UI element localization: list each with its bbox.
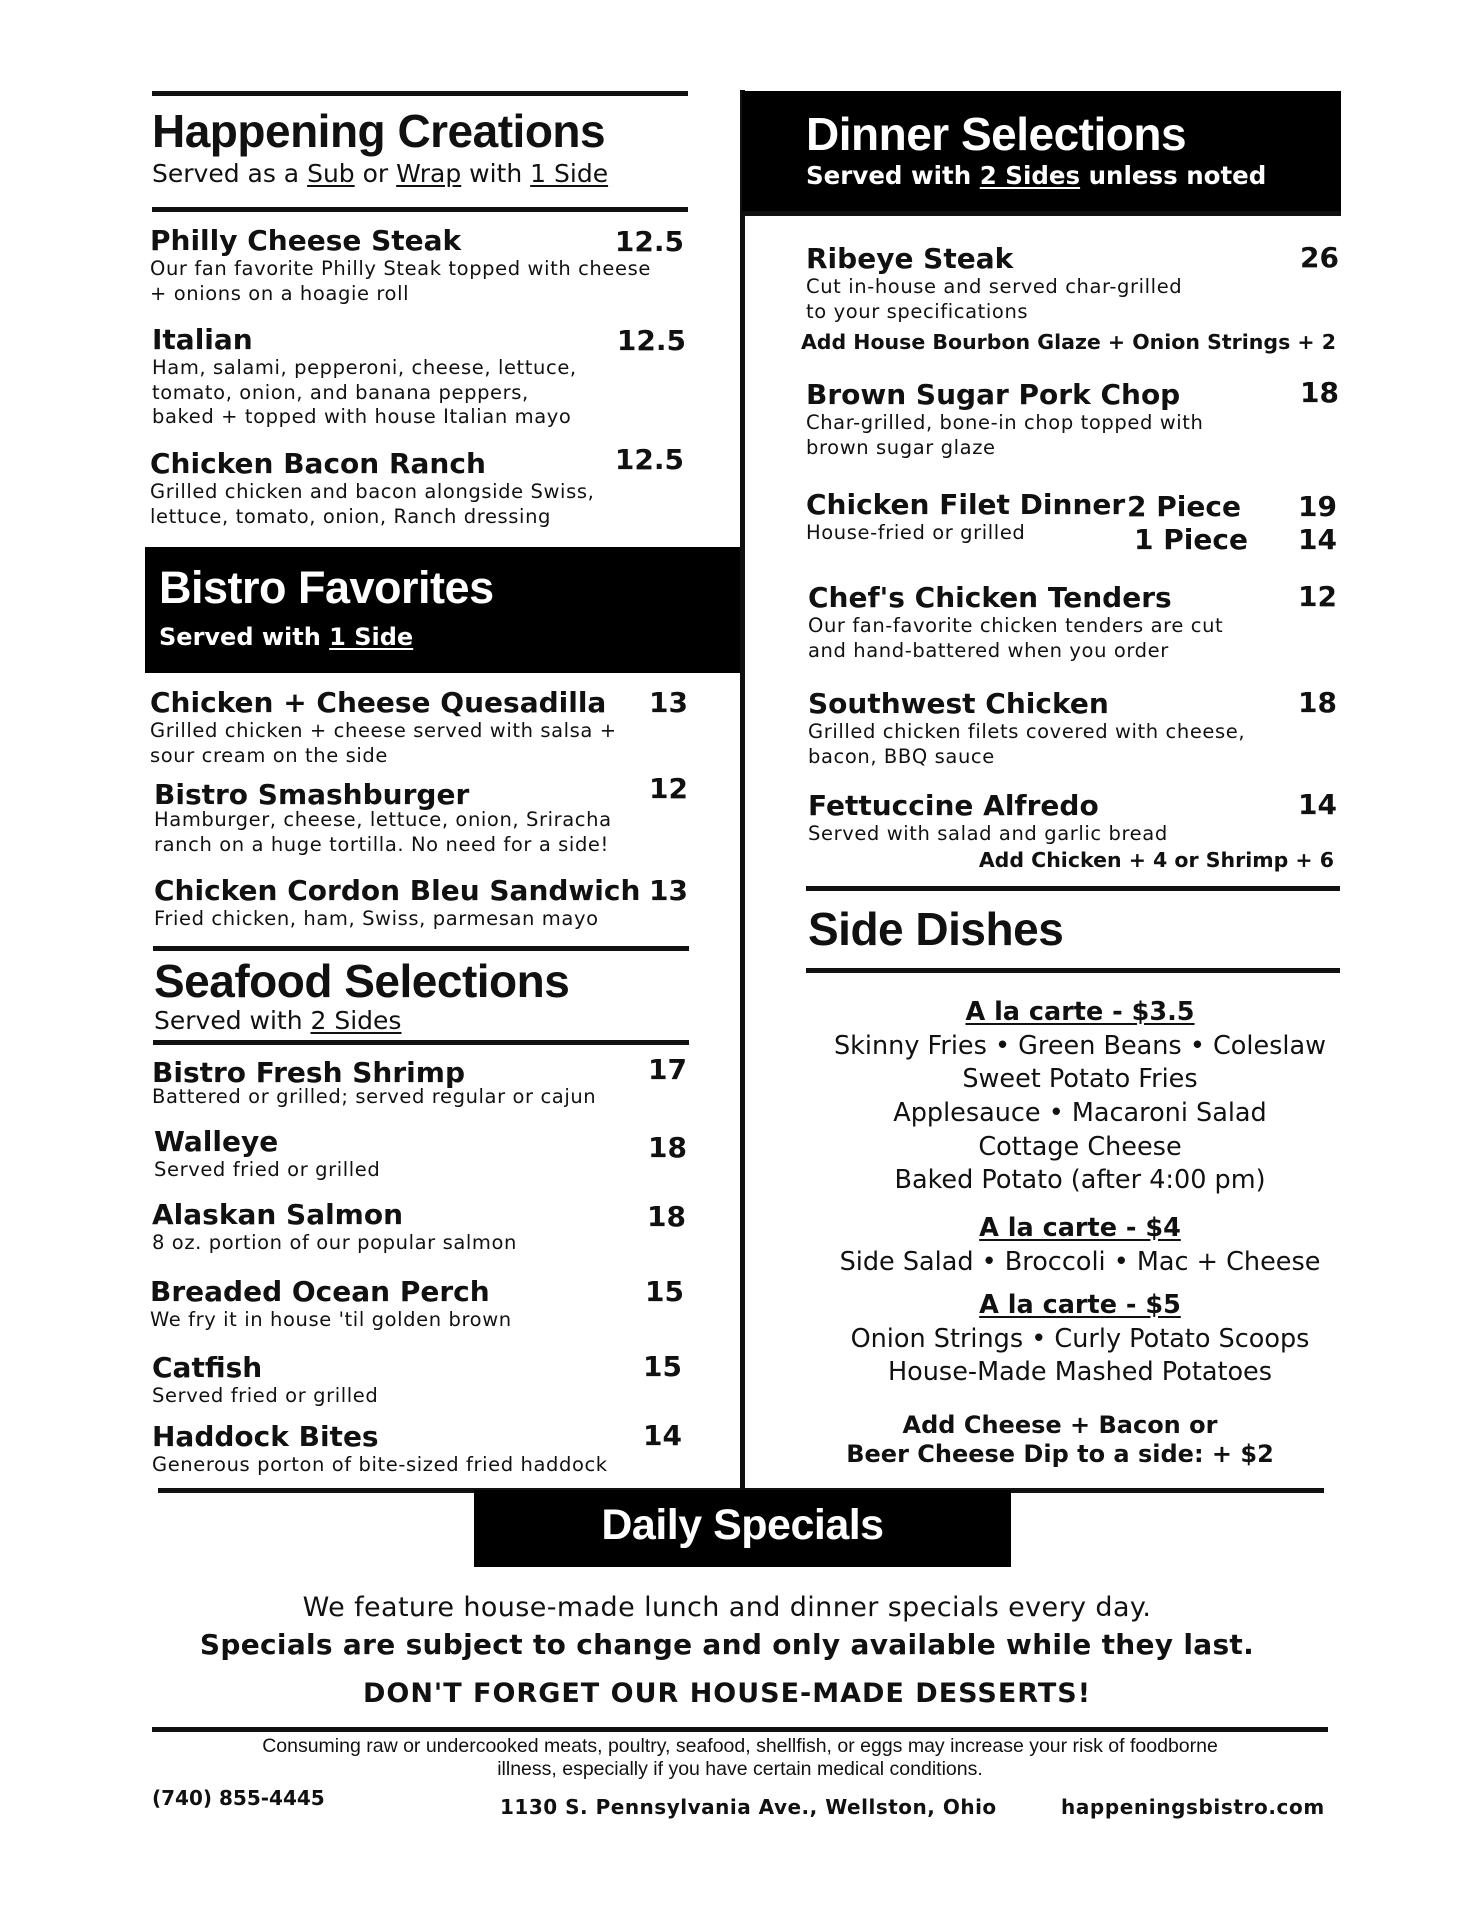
item-name: Chicken Cordon Bleu Sandwich xyxy=(154,874,641,907)
sides-top-rule xyxy=(806,886,1340,891)
item-description: Battered or grilled; served regular or cajun xyxy=(152,1085,597,1109)
menu-item xyxy=(806,244,1306,324)
happening-bottom-rule xyxy=(152,207,688,212)
sides-group-3 xyxy=(800,1289,1360,1390)
item-name: Ribeye Steak xyxy=(806,242,1014,275)
item-description: Served fried or grilled xyxy=(152,1384,379,1408)
item-option: 1 Piece xyxy=(1134,523,1248,556)
specials-line-1: We feature house-made lunch and dinner specials every day. xyxy=(302,1592,1152,1623)
dinner-subtitle: Served with 2 Sides unless noted xyxy=(806,161,1267,190)
item-price: 18 xyxy=(647,1200,686,1233)
seafood-title: Seafood Selections xyxy=(154,955,570,1007)
dinner-header xyxy=(742,91,1341,213)
happening-title: Happening Creations xyxy=(152,105,606,157)
item-name: Fettuccine Alfredo xyxy=(808,789,1099,822)
sides-group-header: A la carte - $5 xyxy=(979,1290,1181,1320)
menu-item xyxy=(808,583,1328,663)
happening-top-rule xyxy=(152,91,688,96)
specials-title: Daily Specials xyxy=(601,1501,884,1549)
sides-group-1 xyxy=(800,996,1360,1198)
item-price: 18 xyxy=(1300,376,1339,409)
happening-subtitle: Served as a Sub or Wrap with 1 Side xyxy=(152,159,609,188)
item-description: Generous porton of bite-sized fried haddock xyxy=(152,1453,608,1477)
bistro-title: Bistro Favorites xyxy=(159,562,494,613)
item-name: Catfish xyxy=(152,1351,263,1384)
bistro-header xyxy=(145,547,742,673)
item-price: 15 xyxy=(645,1275,684,1308)
item-name: Bistro Fresh Shrimp xyxy=(152,1056,465,1089)
item-description: Grilled chicken and bacon alongside Swiss, lettuce, tomato, onion, Ranch dressing xyxy=(150,480,595,528)
item-price: 19 xyxy=(1298,490,1337,523)
desserts-callout: DON'T FORGET OUR HOUSE-MADE DESSERTS! xyxy=(362,1678,1092,1709)
item-description: 8 oz. portion of our popular salmon xyxy=(152,1231,517,1255)
item-price: 15 xyxy=(643,1350,682,1383)
item-price: 12 xyxy=(1298,580,1337,613)
sides-group-2 xyxy=(800,1212,1360,1279)
sides-line: Onion Strings • Curly Potato Scoops xyxy=(850,1323,1310,1354)
item-name: Haddock Bites xyxy=(152,1420,379,1453)
item-description: Served fried or grilled xyxy=(154,1158,381,1182)
sides-line: Cottage Cheese xyxy=(978,1131,1182,1162)
sides-line: Skinny Fries • Green Beans • Coleslaw xyxy=(833,1030,1327,1061)
sides-addon: Add Cheese + Bacon or Beer Cheese Dip to a side: + $2 xyxy=(846,1411,1274,1468)
footer-rule xyxy=(152,1727,1328,1732)
item-price: 14 xyxy=(1298,523,1337,556)
website: happeningsbistro.com xyxy=(1061,1795,1325,1819)
seafood-top-rule xyxy=(153,946,689,951)
item-name: Brown Sugar Pork Chop xyxy=(806,378,1181,411)
happening-header xyxy=(152,105,712,188)
sides-group-header: A la carte - $4 xyxy=(979,1213,1181,1243)
menu-item xyxy=(806,380,1306,460)
item-name: Alaskan Salmon xyxy=(152,1198,404,1231)
column-divider xyxy=(740,90,745,1490)
item-description: House-fried or grilled xyxy=(806,521,1026,545)
menu-item xyxy=(150,688,730,768)
item-description: Our fan favorite Philly Steak topped with cheese + onions on a hoagie roll xyxy=(150,257,651,305)
item-name: Southwest Chicken xyxy=(808,687,1109,720)
item-price: 12.5 xyxy=(614,225,684,258)
item-name: Chicken + Cheese Quesadilla xyxy=(150,686,607,719)
menu-item xyxy=(808,791,1328,847)
sides-bottom-rule xyxy=(806,968,1340,973)
phone-number: (740) 855-4445 xyxy=(152,1786,325,1810)
menu-item xyxy=(808,689,1328,769)
item-price: 12.5 xyxy=(614,443,684,476)
item-name: Bistro Smashburger xyxy=(154,778,470,811)
item-description: Cut in-house and served char-grilled to your specifications xyxy=(806,275,1183,323)
item-price: 14 xyxy=(1298,788,1337,821)
item-description: Fried chicken, ham, Swiss, parmesan mayo xyxy=(154,907,599,931)
menu-item xyxy=(150,1277,730,1333)
sides-line: Sweet Potato Fries xyxy=(962,1064,1198,1095)
sides-line: Applesauce • Macaroni Salad xyxy=(893,1097,1267,1128)
dinner-title: Dinner Selections xyxy=(806,108,1187,160)
item-addon: Add House Bourbon Glaze + Onion Strings + 2 xyxy=(800,330,1336,354)
item-description: Grilled chicken filets covered with cheese, bacon, BBQ sauce xyxy=(808,720,1246,768)
sides-line: Baked Potato (after 4:00 pm) xyxy=(894,1165,1266,1196)
sides-title: Side Dishes xyxy=(808,903,1064,955)
seafood-header xyxy=(154,955,714,1035)
specials-line-2: Specials are subject to change and only available while they last. xyxy=(199,1628,1255,1661)
seafood-bottom-rule xyxy=(153,1040,689,1045)
item-name: Italian xyxy=(152,323,253,356)
item-description: We fry it in house 'til golden brown xyxy=(150,1308,512,1332)
item-description: Ham, salami, pepperoni, cheese, lettuce, tomato, onion, and banana peppers, baked + topped with house Italian mayo xyxy=(152,356,577,429)
item-addon: Add Chicken + 4 or Shrimp + 6 xyxy=(978,848,1334,872)
bistro-subtitle: Served with 1 Side xyxy=(159,623,414,651)
item-price: 13 xyxy=(649,874,688,907)
item-name: Chef's Chicken Tenders xyxy=(808,581,1172,614)
dinner-bottom-rule xyxy=(742,211,1341,216)
item-description: Our fan-favorite chicken tenders are cut and hand-battered when you order xyxy=(808,614,1224,662)
item-name: Chicken Bacon Ranch xyxy=(150,447,486,480)
disclaimer: Consuming raw or undercooked meats, poultry, seafood, shellfish, or eggs may increase your risk of foodborne illness, especially if you have certain medical conditions. xyxy=(262,1735,1218,1781)
seafood-subtitle: Served with 2 Sides xyxy=(154,1006,402,1035)
item-name: Breaded Ocean Perch xyxy=(150,1275,490,1308)
item-price: 14 xyxy=(643,1419,682,1452)
specials-header xyxy=(474,1490,1011,1567)
sides-line: Side Salad • Broccoli • Mac + Cheese xyxy=(839,1246,1321,1277)
item-price: 12 xyxy=(649,772,688,805)
sides-line: House-Made Mashed Potatoes xyxy=(887,1357,1273,1388)
menu-item xyxy=(152,1200,732,1256)
item-description: Char-grilled, bone-in chop topped with brown sugar glaze xyxy=(806,411,1204,459)
item-price: 18 xyxy=(1298,686,1337,719)
item-option: 2 Piece xyxy=(1127,490,1241,523)
item-price: 26 xyxy=(1300,241,1339,274)
menu-item xyxy=(154,1127,734,1183)
item-description: Served with salad and garlic bread xyxy=(808,822,1168,846)
menu-item xyxy=(154,780,734,857)
address: 1130 S. Pennsylvania Ave., Wellston, Ohio xyxy=(500,1795,997,1819)
item-name: Walleye xyxy=(154,1125,279,1158)
item-description: Hamburger, cheese, lettuce, onion, Sriracha ranch on a huge tortilla. No need for a side! xyxy=(154,808,612,856)
sides-group-header: A la carte - $3.5 xyxy=(965,997,1195,1027)
item-name: Chicken Filet Dinner xyxy=(806,488,1126,521)
item-price: 18 xyxy=(648,1131,687,1164)
item-description: Grilled chicken + cheese served with salsa + sour cream on the side xyxy=(150,719,617,767)
item-price: 17 xyxy=(648,1053,687,1086)
item-price: 13 xyxy=(649,686,688,719)
item-price: 12.5 xyxy=(616,324,686,357)
menu-item xyxy=(154,876,734,932)
item-name: Philly Cheese Steak xyxy=(150,224,462,257)
menu-item xyxy=(152,1058,732,1110)
